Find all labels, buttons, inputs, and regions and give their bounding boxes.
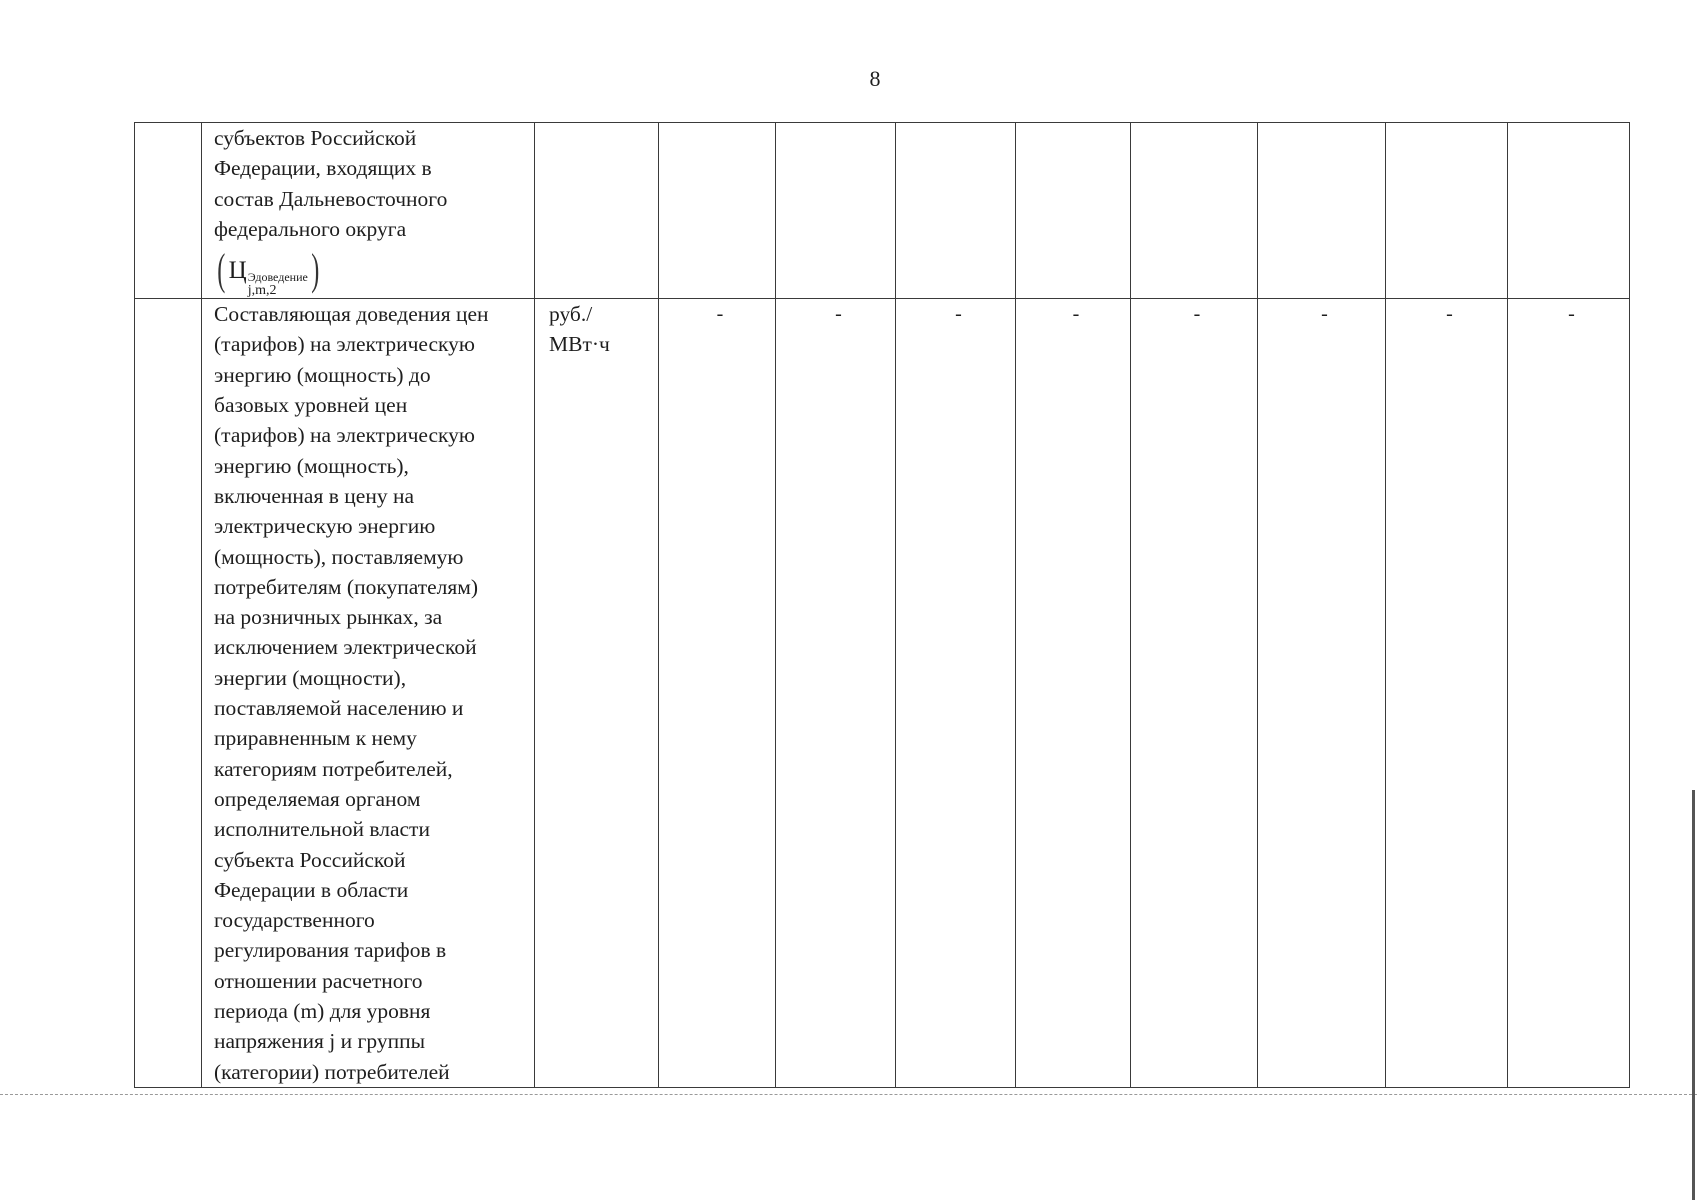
description-cell	[202, 123, 535, 299]
row-description: Составляющая доведения цен (тарифов) на электрическую энергию (мощность) до базовых уровней цен (тарифов) на электрическую энергию (мощность), включенная в цену на электрическую энергию (мощность), поставляемую потребителям (покупателям) на розничных рынках, за исключением электрической энергии (мощности), поставляемой населению и приравненным к нему категориям потребителей, определяемая органом исполнительной власти субъекта Российской Федерации в области государственного регулирования тарифов в отношении расчетного периода (m) для уровня напряжения j и группы (категории) потребителей	[214, 302, 489, 1084]
value-cell: -	[1131, 299, 1258, 1088]
formula-superscript: Эдоведение	[247, 270, 308, 285]
row-number-cell	[135, 123, 202, 299]
value-cell	[1131, 123, 1258, 299]
value-cell	[776, 123, 896, 299]
value-cell	[1508, 123, 1630, 299]
value-cell: -	[896, 299, 1016, 1088]
value-cell	[659, 123, 776, 299]
page-number: 8	[869, 66, 881, 91]
value-cell	[896, 123, 1016, 299]
value-cell	[1016, 123, 1131, 299]
scan-artifact-edge	[1692, 790, 1695, 1200]
value-cell: -	[1016, 299, 1131, 1088]
table-row	[135, 299, 1630, 1088]
row-description: субъектов Российской Федерации, входящих в состав Дальневосточного федерального округа	[214, 126, 448, 241]
formula-base: Ц	[228, 257, 247, 285]
formula	[214, 245, 322, 299]
left-paren: (	[217, 245, 226, 295]
right-paren: )	[311, 245, 320, 295]
value-cell: -	[1258, 299, 1386, 1088]
formula-subscript: j,m,2	[247, 283, 277, 299]
value-cell: -	[659, 299, 776, 1088]
unit-cell: руб./ МВт·ч	[535, 299, 659, 1088]
value-cell: -	[776, 299, 896, 1088]
unit-cell	[535, 123, 659, 299]
value-cell: -	[1508, 299, 1630, 1088]
value-cell: -	[1386, 299, 1508, 1088]
scan-artifact-line	[0, 1094, 1697, 1095]
description-cell	[202, 299, 535, 1088]
row-number-cell	[135, 299, 202, 1088]
value-cell	[1258, 123, 1386, 299]
tariff-table	[134, 122, 1630, 1088]
table-row	[135, 123, 1630, 299]
value-cell	[1386, 123, 1508, 299]
